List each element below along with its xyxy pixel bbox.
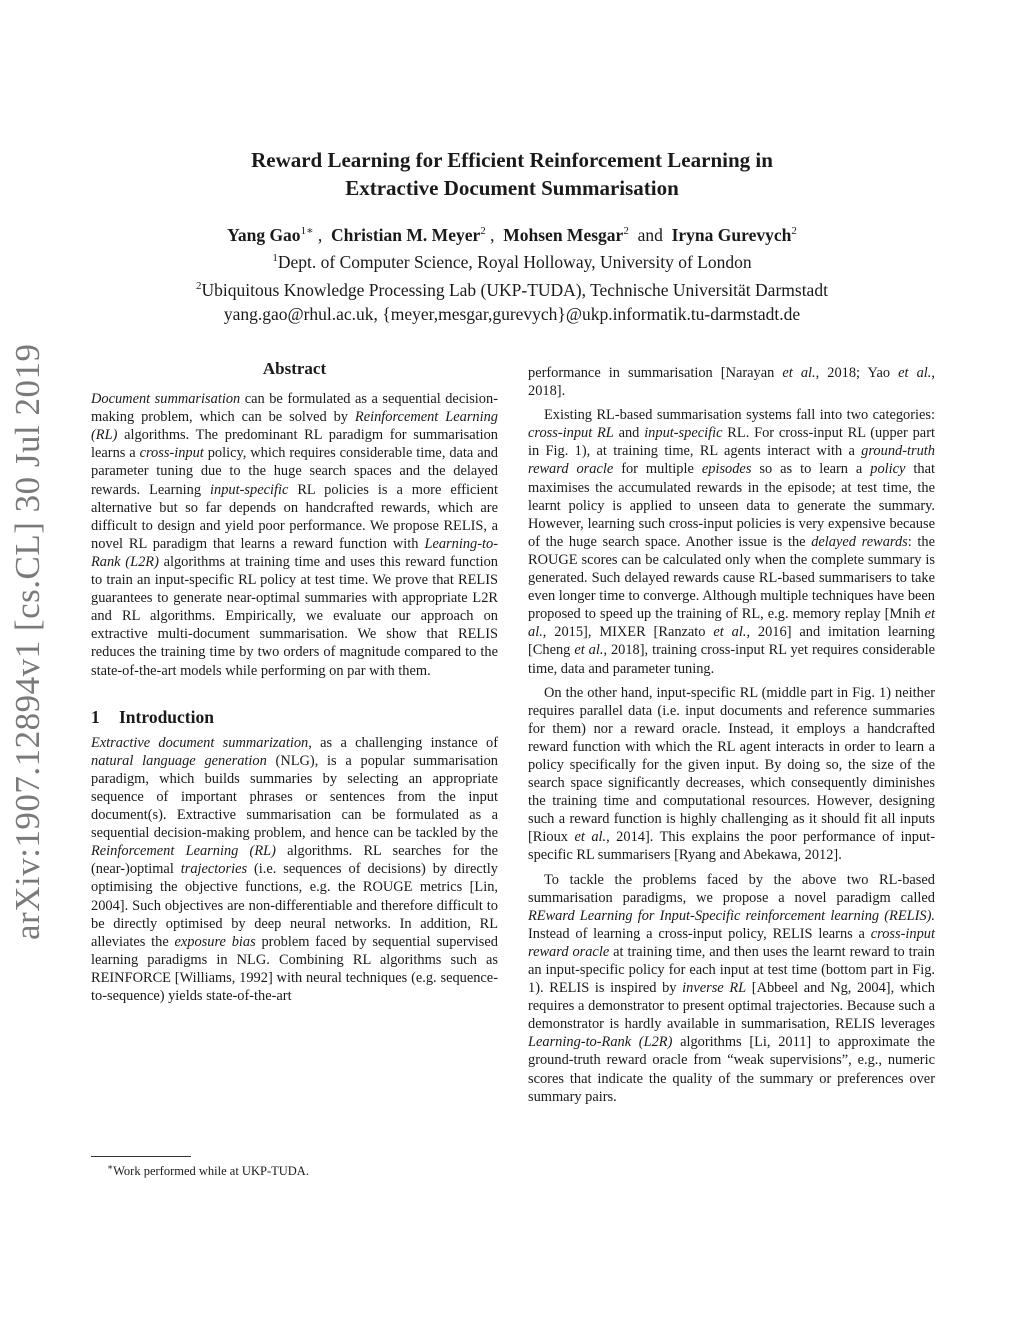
abstract-italic: input-specific — [210, 481, 289, 498]
section-heading — [91, 708, 498, 726]
intro-italic: Reinforcement Learning (RL) — [91, 843, 276, 860]
text-italic: delayed rewards — [811, 533, 908, 550]
author-affil-mark: 1∗ — [300, 225, 314, 237]
text-italic: cross-input RL — [528, 425, 614, 442]
section-number: 1 — [91, 706, 100, 727]
abstract-text: RL policies is a more efficient alternative but so far depends on handcrafted rewards, which are difficult to design and yield poor performance. We propose RELIS, a novel RL paradigm that learns a reward function with — [91, 481, 499, 552]
abstract-italic: cross-input — [139, 445, 204, 462]
author-emails: yang.gao@rhul.ac.uk, {meyer,mesgar,gurevych}@ukp.informatik.tu-darmstadt.de — [223, 303, 801, 324]
footnote-mark: ∗ — [107, 1162, 114, 1172]
text-italic: input-specific — [644, 425, 723, 442]
author-affil-mark: 2 — [480, 225, 486, 237]
text-run: [Abbeel and Ng, 2004], which requires a demonstrator to present optimal trajectories. Because such a demonstrator is hardly available in summarisation, RELIS leverages — [528, 980, 936, 1033]
affiliation-text: Ubiquitous Knowledge Processing Lab (UKP-TUDA), Technische Universität Darmstadt — [201, 279, 828, 300]
intro-italic: trajectories — [180, 861, 248, 878]
paragraph-input-specific — [528, 684, 935, 865]
text-run: RL. For cross-input RL (upper part in Fig. 1), at training time, RL agents interact with a — [528, 425, 935, 460]
text-italic: ground-truth reward oracle — [528, 443, 935, 478]
affiliations — [100, 246, 924, 326]
text-italic: cross-input reward oracle — [528, 925, 935, 960]
author-affil-mark: 2 — [623, 225, 629, 237]
text-run: , 2018]. — [528, 365, 935, 400]
paragraph-rl-categories — [528, 406, 935, 677]
affil-mark: 1 — [272, 252, 278, 264]
affiliation-text: Dept. of Computer Science, Royal Holloway, University of London — [277, 251, 752, 272]
paragraph-relis — [528, 871, 935, 1106]
abstract-heading: Abstract — [262, 359, 327, 378]
author-name: Iryna Gurevych — [671, 224, 792, 245]
author-affil-mark: 2 — [791, 225, 797, 237]
text-italic: et al. — [782, 365, 816, 381]
intro-text: algorithms. RL searches for the (near-)optimal — [91, 843, 498, 878]
text-italic: episodes — [701, 461, 752, 478]
abstract-italic: Learning-to-Rank (L2R) — [91, 535, 498, 570]
intro-italic: exposure bias — [174, 933, 256, 950]
author-separator: , — [317, 224, 323, 245]
author-name: Mohsen Mesgar — [503, 224, 624, 245]
affiliation-2 — [100, 274, 924, 302]
author-name: Yang Gao — [227, 224, 301, 245]
text-run: performance in summarisation [Narayan — [528, 365, 783, 381]
abstract-italic: Reinforcement Learning (RL) — [91, 409, 499, 444]
author-list — [120, 218, 904, 248]
intro-text: (NLG), is a popular summarisation paradigm, which builds summaries by selecting an appropriate sequence of important phrases or sentences from the input document(s). Extractive summarisation can be formulated as a sequential decision-making problem, and hence can be tackled by the — [91, 752, 498, 842]
intro-italic: natural language generation — [91, 752, 267, 769]
author-and: and — [637, 224, 663, 245]
abstract-text: algorithms at training time and uses this reward function to train an input-specific RL policy at test time. We prove that RELIS guarantees to generate near-optimal summaries with appropriate L2R and RL algorithms. Empirically, we evaluate our approach on extractive multi-document summarisation. We show that RELIS reduces the training time by two orders of magnitude compared to the state-of-the-art models while performing on par with them. — [91, 553, 498, 679]
text-run: , 2015], MIXER [Ranzato — [542, 624, 714, 641]
text-italic: et al. — [574, 829, 607, 846]
intro-paragraph — [91, 734, 498, 1005]
title-line-1: Reward Learning for Efficient Reinforcement Learning in — [251, 148, 773, 172]
intro-text: (i.e. sequences of decisions) by directly optimising the objective functions, e.g. the ROUGE metrics [Lin, 2004]. Such objectives are non-differentiable and therefore difficult to be directly optimised by deep neural networks. In addition, RL alleviates the — [91, 861, 498, 950]
author-name: Christian M. Meyer — [331, 224, 481, 245]
abstract-italic: Document summarisation — [91, 391, 241, 408]
text-run: Existing RL-based summarisation systems fall into two categories: — [544, 407, 935, 424]
paper-title — [140, 146, 884, 202]
text-run: , 2018], training cross-input RL yet requires considerable time, data and parameter tuning. — [528, 642, 935, 677]
affiliation-1 — [100, 246, 924, 274]
text-italic: et al. — [898, 365, 932, 381]
text-run: To tackle the problems faced by the above two RL-based summarisation paradigms, we propose a novel paradigm called — [528, 871, 935, 906]
text-italic: inverse RL — [682, 980, 747, 997]
text-run: that maximises the accumulated rewards in the episode; at test time, the learnt policy is applied to unseen data to generate the summary. However, learning such cross-input policies is very expensive because of the huge search space. Another issue is the — [528, 461, 935, 550]
text-run: : the ROUGE scores can be calculated only when the complete summary is generated. Such delayed rewards cause RL-based summarisers to take even longer time to converge. Although multiple techniques have been proposed to speed up the training of RL, e.g. memory replay [Mnih — [528, 533, 936, 623]
right-column — [528, 364, 935, 1106]
abstract-body — [91, 390, 498, 680]
footnote-text: Work performed while at UKP-TUDA. — [113, 1164, 309, 1179]
intro-italic: Extractive document summarization — [91, 734, 309, 751]
text-run: On the other hand, input-specific RL (middle part in Fig. 1) neither requires parallel data (i.e. input documents and reference summaries for them) nor a reward oracle. Instead, it employs a handcrafted reward function with which the RL agent interacts in order to learn a policy specifically for the given input. By doing so, the size of the search space significantly decreases, which consequently diminishes the training time and computational resources. However, designing such a reward function is highly challenging as it should fit all inputs [Rioux — [528, 684, 935, 846]
abstract-text: can be formulated as a sequential decision-making problem, which can be solved by — [91, 391, 498, 426]
section-title: Introduction — [119, 706, 214, 727]
text-italic: Learning-to-Rank (L2R) — [528, 1034, 673, 1051]
text-run: for multiple — [613, 461, 702, 478]
title-line-2: Extractive Document Summarisation — [345, 176, 679, 200]
intro-text: , as a challenging instance of — [308, 734, 499, 751]
text-run: , 2016] and imitation learning [Cheng — [528, 624, 935, 659]
text-run: and — [613, 425, 645, 442]
arxiv-identifier: arXiv:1907.12894v1 [cs.CL] 30 Jul 2019 — [8, 343, 47, 940]
author-separator: , — [490, 224, 495, 245]
paragraph-continued — [528, 364, 935, 400]
text-run: at training time, and then uses the learnt reward to train an input-specific policy for each input at test time (bottom part in Fig. 1). RELIS is inspired by — [528, 943, 935, 997]
left-column — [91, 360, 498, 1005]
abstract-text: algorithms. The predominant RL paradigm for summarisation learns a — [91, 427, 498, 462]
affil-mark: 2 — [196, 279, 202, 292]
footnote — [107, 1162, 309, 1179]
text-run: , 2014]. This explains the poor performance of input-specific RL summarisers [Ryang and Abekawa, 2012]. — [528, 829, 935, 864]
text-run: Instead of learning a cross-input policy, RELIS learns a — [528, 925, 871, 942]
abstract-text: policy, which requires considerable time, data and parameter tuning due to the huge search spaces and the delayed rewards. Learning — [91, 445, 498, 498]
text-italic: policy — [870, 461, 906, 478]
text-italic: et al. — [713, 624, 747, 641]
intro-text: problem faced by sequential supervised learning paradigms in NLG. Combining RL algorithms such as REINFORCE [Williams, 1992] with neural techniques (e.g. sequence-to-sequence) yields state-of-the-art — [91, 933, 498, 1004]
text-italic: REward Learning for Input-Specific reinforcement learning (RELIS). — [528, 907, 935, 924]
text-italic: et al. — [574, 642, 604, 659]
text-run: , 2018; Yao — [815, 365, 899, 381]
text-italic: et al. — [528, 606, 935, 641]
text-run: so as to learn a — [751, 461, 871, 478]
text-run: algorithms [Li, 2011] to approximate the ground-truth reward oracle from “weak supervisions”, e.g., numeric scores that indicate the quality of the summary or preferences over summary pairs. — [528, 1034, 935, 1105]
footnote-rule — [91, 1156, 191, 1157]
